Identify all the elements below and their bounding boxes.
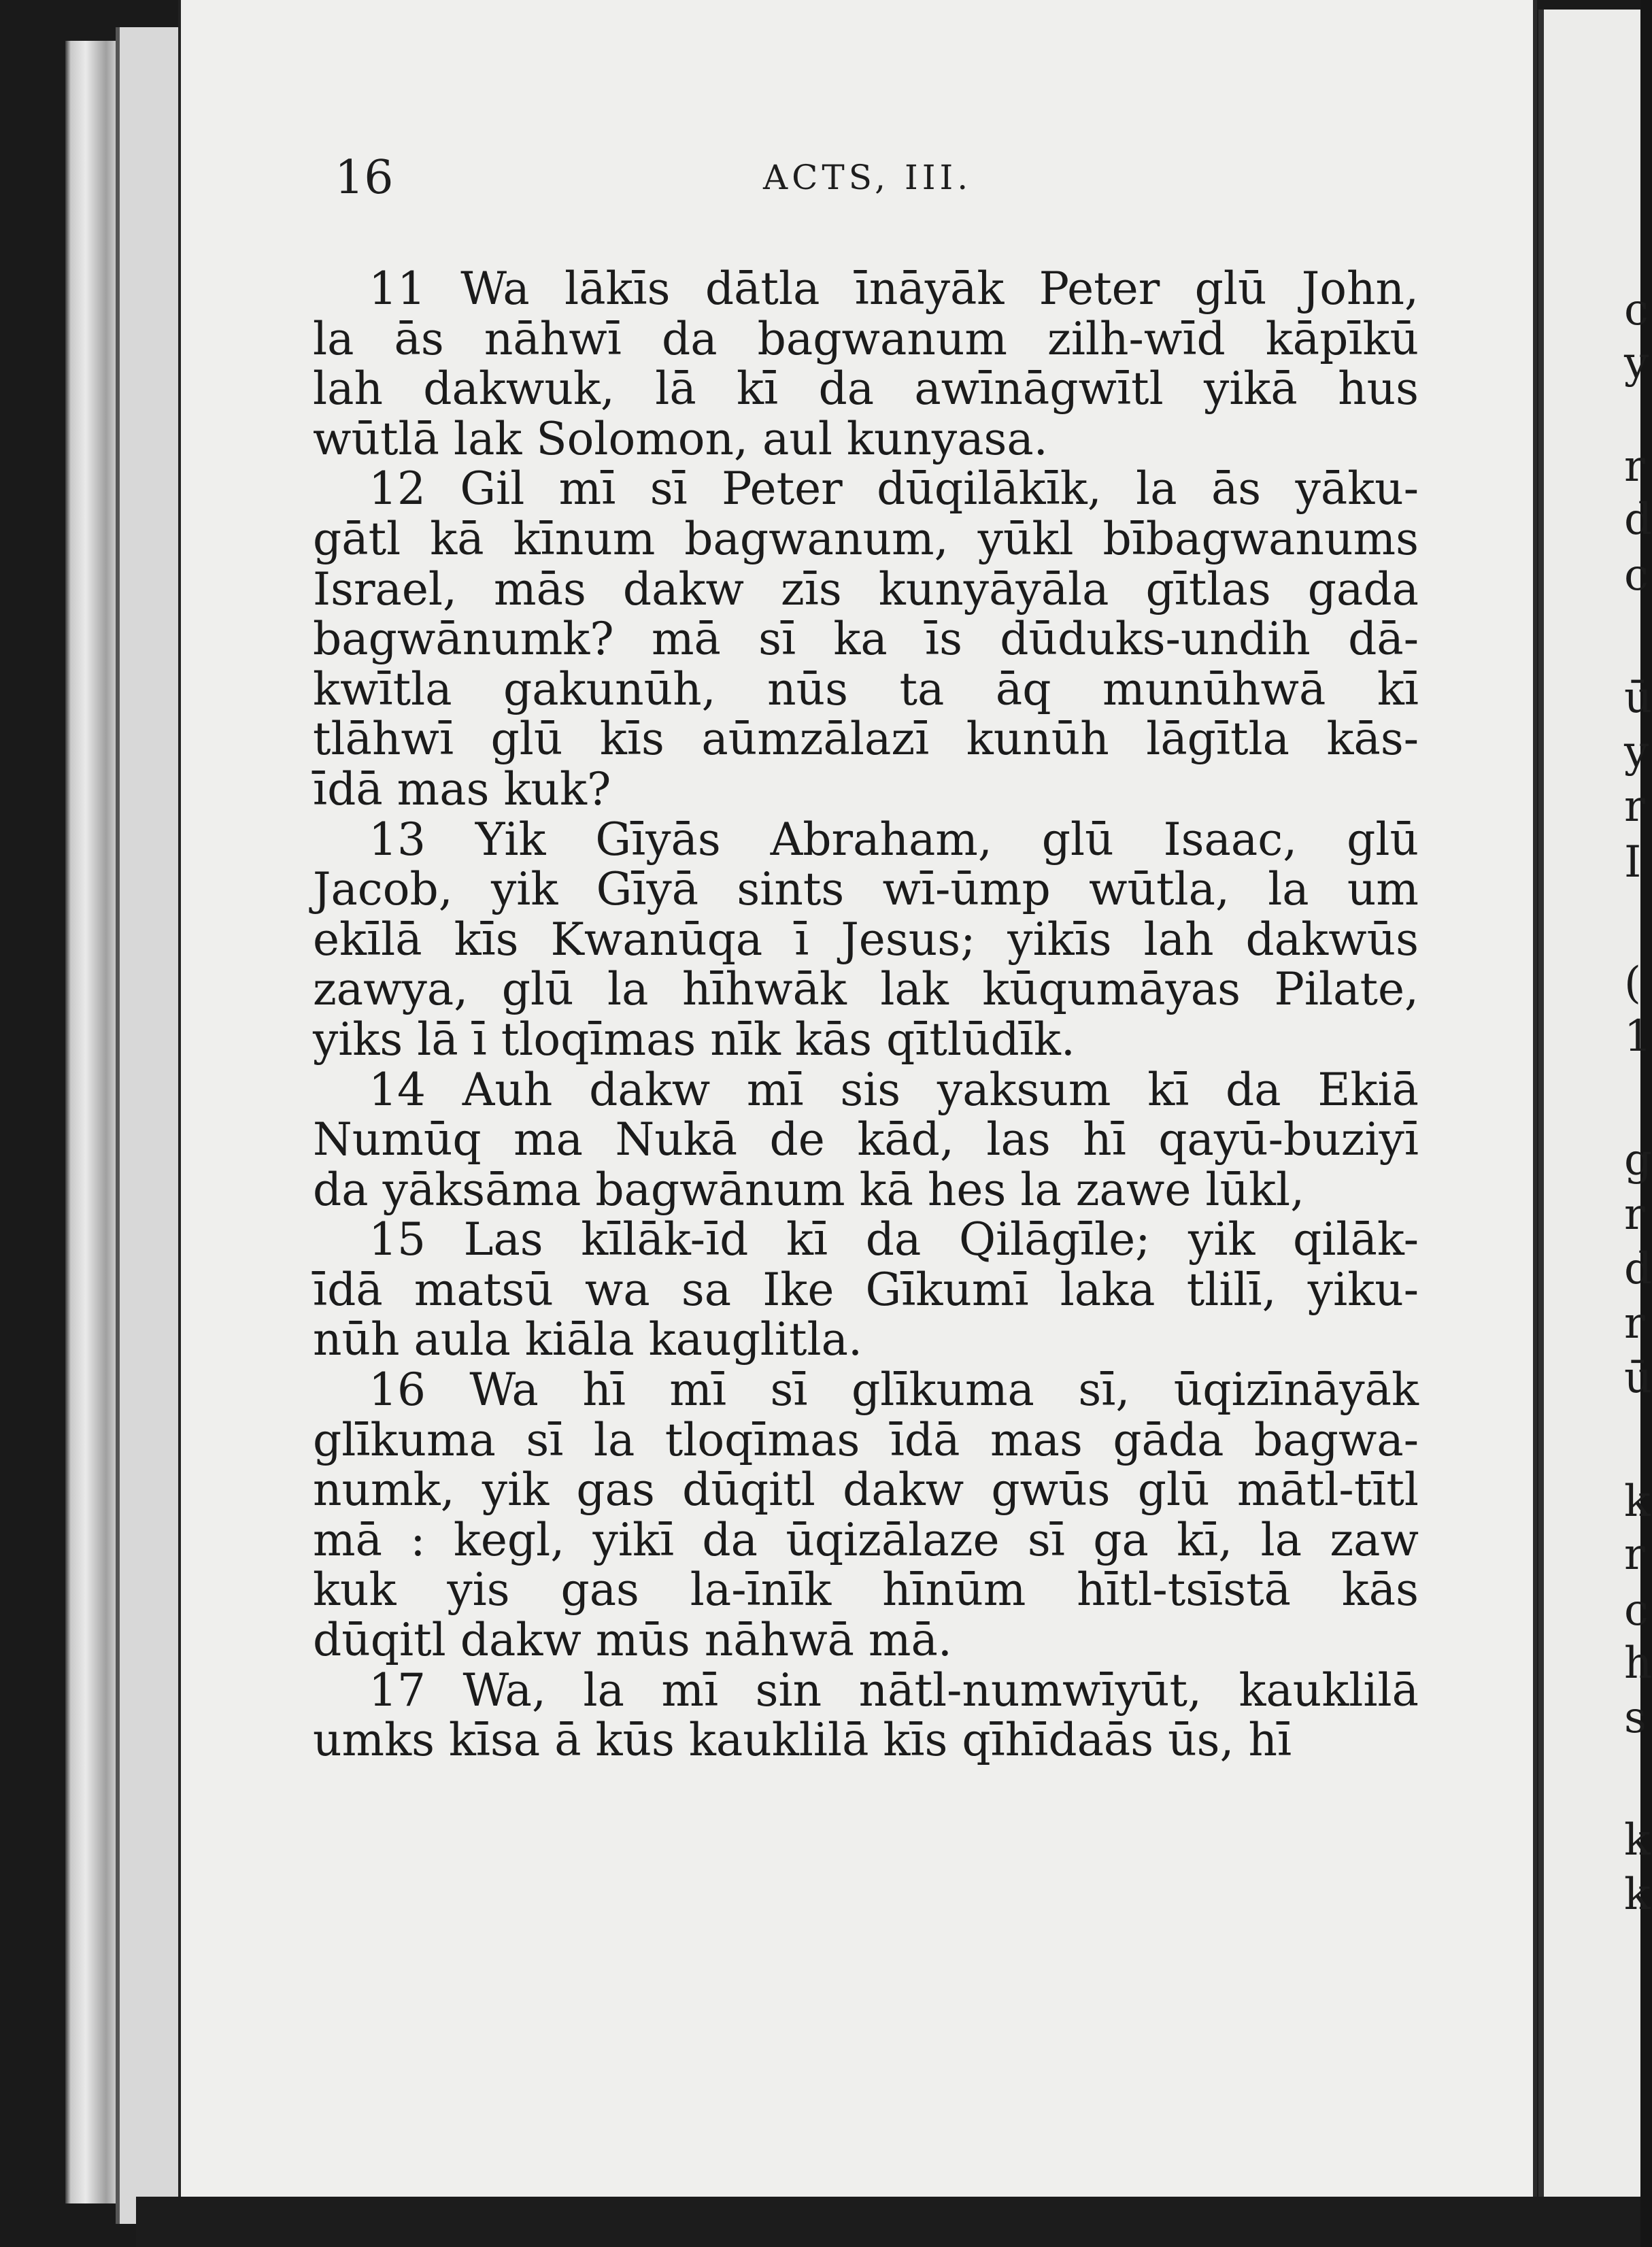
facing-page-fragment: r <box>1624 1298 1645 1349</box>
text-line: Israel, mās dakw zīs kunyāyāla gītlas gada <box>313 562 1419 615</box>
text-line: 13 Yik Gīyās Abraham, glū Isaac, glū <box>369 813 1419 866</box>
text-line: ekīlā kīs Kwanūqa ī Jesus; yikīs lah dakwūs <box>313 913 1419 966</box>
text-line: īdā matsū wa sa Ike Gīkumī laka tlilī, yiku- <box>313 1263 1419 1316</box>
text-line: umks kīsa ā kūs kauklilā kīs qīhīdaās ūs, hī <box>313 1714 1292 1767</box>
facing-page-fragment: k <box>1624 1815 1651 1865</box>
verse <box>313 1065 1419 1215</box>
facing-page-fragment: c <box>1624 1585 1649 1636</box>
text-line: mā : kegl, yikī da ūqizālaze sī ga kī, la zaw <box>313 1513 1419 1566</box>
text-line: kwītla gakunūh, nūs ta āq munūhwā kī <box>313 662 1419 715</box>
facing-page-fragment: r <box>1624 781 1645 832</box>
facing-page-fragment: d <box>1624 1244 1652 1294</box>
text-line: 12 Gil mī sī Peter dūqilākīk, la ās yāku- <box>369 462 1419 516</box>
text-line: kuk yis gas la-īnīk hīnūm hītl-tsīstā kās <box>313 1564 1419 1617</box>
text-line: 17 Wa, la mī sin nātl-numwīyūt, kauklilā <box>369 1663 1419 1717</box>
facing-page-fragment: ū <box>1624 1353 1652 1403</box>
facing-page-fragment: k <box>1624 1870 1651 1920</box>
text-line: glīkuma sī la tloqīmas īdā mas gāda bagwa- <box>313 1413 1419 1466</box>
facing-page-fragment: k <box>1624 1476 1651 1527</box>
text-line: 14 Auh dakw mī sis yaksum kī da Ekiā <box>369 1063 1419 1116</box>
text-line: gātl kā kīnum bagwanum, yūkl bībagwanums <box>313 512 1419 565</box>
verse <box>313 1215 1419 1365</box>
facing-page-fragment: I <box>1624 837 1642 888</box>
verse <box>313 1663 1419 1767</box>
left-page-edge <box>116 27 188 2224</box>
page-number: 16 <box>335 151 394 205</box>
facing-page-fragment: ( <box>1624 958 1641 1009</box>
text-line: tlāhwī glū kīs aūmzālazī kunūh lāgītla kās- <box>313 713 1419 766</box>
text-line: wūtlā lak Solomon, aul kunyasa. <box>313 412 1048 465</box>
text-line: zawya, glū la hīhwāk lak kūqumāyas Pilate, <box>313 963 1419 1016</box>
verse-text <box>313 264 1419 1766</box>
facing-page-fragment: h <box>1624 1638 1652 1689</box>
facing-page-fragment: c <box>1624 550 1649 601</box>
text-line: 11 Wa lākīs dātla īnāyāk Peter glū John, <box>369 263 1419 315</box>
facing-page-fragment: r <box>1624 1530 1645 1580</box>
next-page-edge <box>1538 10 1652 2208</box>
running-head: ACTS, III. <box>763 158 973 197</box>
page-header <box>335 151 1382 212</box>
text-line: nūh aula kiāla kauglitla. <box>313 1313 862 1366</box>
verse <box>313 1365 1419 1666</box>
facing-page-fragment: y <box>1624 338 1649 388</box>
facing-page-fragment: d <box>1624 494 1652 545</box>
verse <box>313 264 1419 464</box>
facing-page-fragment: g <box>1624 1135 1652 1185</box>
text-line: bagwānumk? mā sī ka īs dūduks-undih dā- <box>313 613 1419 666</box>
text-line: la ās nāhwī da bagwanum zilh-wīd kāpīkū <box>313 312 1419 365</box>
text-line: īdā mas kuk? <box>313 762 611 815</box>
text-line: Jacob, yik Gīyā sints wī-ūmp wūtla, la um <box>313 863 1419 916</box>
facing-page-fragment: s <box>1624 1693 1647 1743</box>
page-bottom-shadow <box>136 2197 1640 2247</box>
verse <box>313 464 1419 814</box>
verse <box>313 815 1419 1065</box>
facing-page-fragment: r <box>1624 441 1645 492</box>
text-line: lah dakwuk, lā kī da awīnāgwītl yikā hus <box>313 362 1419 416</box>
facing-page-fragment: y <box>1624 727 1649 777</box>
facing-page-fragment: c <box>1624 285 1649 335</box>
facing-page-fragment: 1 <box>1624 1011 1652 1062</box>
text-line: 16 Wa hī mī sī glīkuma sī, ūqizīnāyāk <box>369 1364 1419 1417</box>
text-line: da yāksāma bagwānum kā hes la zawe lūkl, <box>313 1163 1305 1216</box>
text-line: dūqitl dakw mūs nāhwā mā. <box>313 1614 952 1667</box>
text-line: 15 Las kīlāk-īd kī da Qilāgīle; yik qilāk- <box>369 1213 1419 1266</box>
text-line: numk, yik gas dūqitl dakw gwūs glū mātl-tītl <box>313 1464 1419 1517</box>
text-line: yiks lā ī tloqīmas nīk kās qītlūdīk. <box>313 1013 1075 1066</box>
text-line: Numūq ma Nukā de kād, las hī qayū-buziyī <box>313 1113 1419 1166</box>
facing-page-fragment: ū <box>1624 673 1652 723</box>
facing-page-fragment: r <box>1624 1189 1645 1240</box>
